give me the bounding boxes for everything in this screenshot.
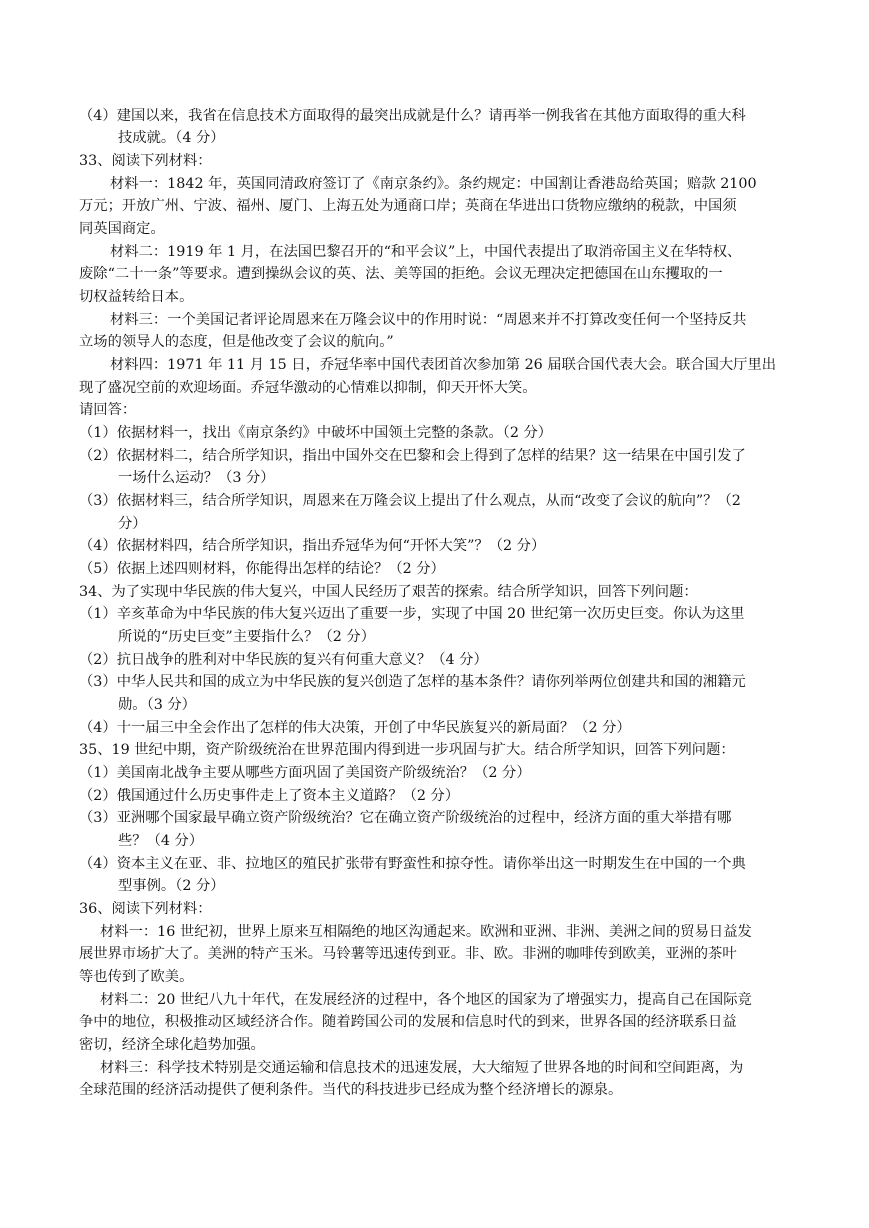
q32-4-line1: （4）建国以来，我省在信息技术方面取得的最突出成就是什么？请再举一例我省在其他方面取得的重大科	[79, 108, 746, 124]
q36-heading: 36、阅读下列材料：	[79, 901, 212, 917]
q33-3-line1: （3）依据材料三，结合所学知识，周恩来在万隆会议上提出了什么观点，从而“改变了会议的航向”？（2	[79, 493, 741, 509]
q33-5: （5）依据上述四则材料，你能得出怎样的结论？（2 分）	[79, 561, 445, 577]
q34-1-line1: （1）辛亥革命为中华民族的伟大复兴迈出了重要一步，实现了中国 20 世纪第一次历史巨变。你认为这里	[79, 606, 745, 622]
q34-3-line2: 勋。（3 分）	[118, 697, 196, 713]
q33-material2-line2: 废除“二十一条”等要求。遭到操纵会议的英、法、美等国的拒绝。会议无理决定把德国在山东攫取的一	[79, 266, 723, 282]
q33-material3-line1: 材料三：一个美国记者评论周恩来在万隆会议中的作用时说：“周恩来并不打算改变任何一个坚持反共	[110, 312, 747, 328]
q36-material3-line2: 全球范围的经济活动提供了便利条件。当代的科技进步已经成为整个经济增长的源泉。	[79, 1082, 623, 1098]
q34-2: （2）抗日战争的胜利对中华民族的复兴有何重大意义？（4 分）	[79, 652, 488, 668]
q33-material1-line2: 万元；开放广州、宁波、福州、厦门、上海五处为通商口岸；英商在华进出口货物应缴纳的税款，中国须	[79, 198, 737, 214]
q36-material1-line1: 材料一：16 世纪初，世界上原来互相隔绝的地区沟通起来。欧洲和亚洲、非洲、美洲之间的贸易日益发	[100, 924, 752, 940]
q34-3-line1: （3）中华人民共和国的成立为中华民族的复兴创造了怎样的基本条件？请你列举两位创建共和国的湘籍元	[79, 674, 746, 690]
q34-1-line2: 所说的“历史巨变”主要指什么？（2 分）	[118, 629, 376, 645]
q34-heading: 34、为了实现中华民族的伟大复兴，中国人民经历了艰苦的探索。结合所学知识，回答下列问题：	[79, 584, 698, 600]
q36-material2-line1: 材料二：20 世纪八九十年代，在发展经济的过程中，各个地区的国家为了增强实力，提高自己在国际竞	[100, 992, 752, 1008]
q36-material2-line2: 争中的地位，积极推动区域经济合作。随着跨国公司的发展和信息时代的到来，世界各国的经济联系日益	[79, 1014, 737, 1030]
q35-2: （2）俄国通过什么历史事件走上了资本主义道路？（2 分）	[79, 788, 460, 804]
q33-material2-line1: 材料二：1919 年 1 月，在法国巴黎召开的“和平会议”上，中国代表提出了取消帝国主义在华特权、	[110, 244, 742, 260]
q33-material4-line2: 现了盛况空前的欢迎场面。乔冠华激动的心情难以抑制，仰天开怀大笑。	[79, 380, 537, 396]
q32-4-line2: 技成就。（4 分）	[118, 130, 225, 146]
q35-3-line1: （3）亚洲哪个国家最早确立资产阶级统治？它在确立资产阶级统治的过程中，经济方面的重大举措有哪	[79, 810, 732, 826]
q33-2-line2: 一场什么运动？（3 分）	[118, 470, 275, 486]
q35-4-line2: 型事例。（2 分）	[118, 878, 225, 894]
q33-1: （1）依据材料一，找出《南京条约》中破坏中国领土完整的条款。（2 分）	[79, 425, 553, 441]
q33-4: （4）依据材料四，结合所学知识，指出乔冠华为何“开怀大笑”？（2 分）	[79, 538, 546, 554]
q33-material2-line3: 切权益转给日本。	[79, 289, 194, 305]
q35-4-line1: （4）资本主义在亚、非、拉地区的殖民扩张带有野蛮性和掠夺性。请你举出这一时期发生在中国的一个典	[79, 856, 746, 872]
q33-material1-line1: 材料一：1842 年，英国同清政府签订了《南京条约》。条约规定：中国割让香港岛给英国；赔款 2100	[110, 176, 757, 192]
q33-prompt: 请回答：	[79, 402, 137, 418]
q33-heading: 33、阅读下列材料：	[79, 153, 212, 169]
q35-1: （1）美国南北战争主要从哪些方面巩固了美国资产阶级统治？（2 分）	[79, 765, 531, 781]
q33-material1-line3: 同英国商定。	[79, 221, 165, 237]
q35-heading: 35、19 世纪中期，资产阶级统治在世界范围内得到进一步巩固与扩大。结合所学知识，回答下列问题：	[79, 742, 735, 758]
q33-material3-line2: 立场的领导人的态度，但是他改变了会议的航向。”	[79, 334, 394, 350]
q33-3-line2: 分）	[118, 516, 147, 532]
q33-material4-line1: 材料四：1971 年 11 月 15 日，乔冠华率中国代表团首次参加第 26 届联合国代表大会。联合国大厅里出	[110, 357, 777, 373]
q36-material1-line2: 展世界市场扩大了。美洲的特产玉米。马铃薯等迅速传到亚。非、欧。非洲的咖啡传到欧美，亚洲的茶叶	[79, 946, 737, 962]
q36-material1-line3: 等也传到了欧美。	[79, 969, 194, 985]
q36-material3-line1: 材料三：科学技术特别是交通运输和信息技术的迅速发展，大大缩短了世界各地的时间和空间距离，为	[100, 1060, 744, 1076]
q34-4: （4）十一届三中全会作出了怎样的伟大决策，开创了中华民族复兴的新局面？（2 分）	[79, 720, 631, 736]
q36-material2-line3: 密切，经济全球化趋势加强。	[79, 1037, 265, 1053]
q35-3-line2: 些？（4 分）	[118, 833, 204, 849]
q33-2-line1: （2）依据材料二，结合所学知识，指出中国外交在巴黎和会上得到了怎样的结果？这一结果在中国引发了	[79, 448, 746, 464]
